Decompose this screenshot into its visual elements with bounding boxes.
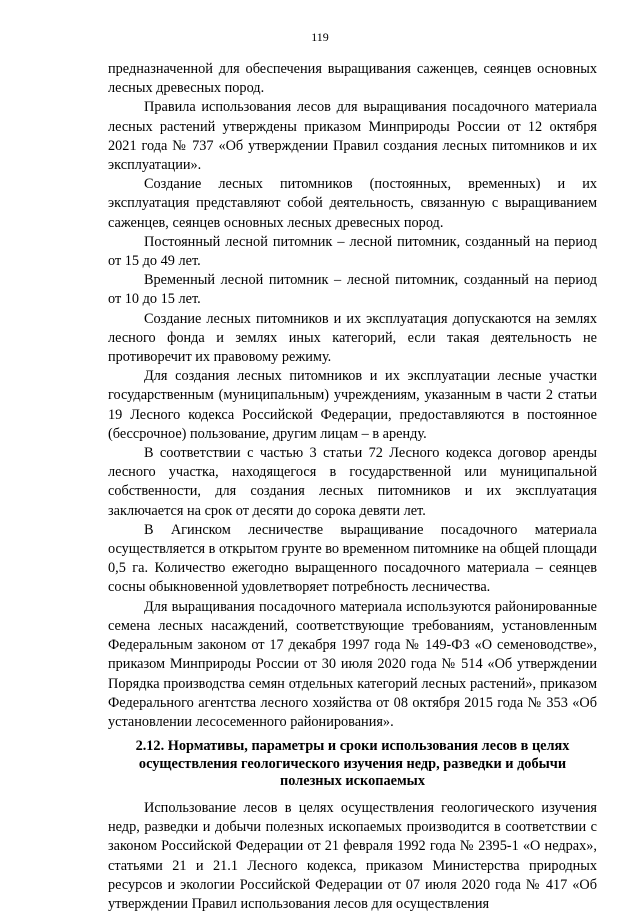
page-content xyxy=(108,60,597,914)
paragraph: В соответствии с частью 3 статьи 72 Лесного кодекса договор аренды лесного участка, находящегося в государственной или муниципальной собственности, для создания лесных питомников и их эксплуатация заключается на срок от десяти до сорока девяти лет. xyxy=(108,445,597,519)
page-number: 119 xyxy=(311,30,329,44)
section-heading: 2.12. Нормативы, параметры и сроки использования лесов в целях осуществления геологического изучения недр, разведки и добычи полезных ископаемых xyxy=(135,738,570,790)
paragraph: Создание лесных питомников (постоянных, временных) и их эксплуатация представляют собой деятельность, связанную с выращиванием саженцев, сеянцев основных лесных древесных пород. xyxy=(108,176,597,231)
paragraph: Для создания лесных питомников и их эксплуатации лесные участки государственным (муниципальным) учреждениям, указанным в части 2 статьи 19 Лесного кодекса Российской Федерации, предоставляются в постоянное (бессрочное) пользование, другим лицам – в аренду. xyxy=(108,368,597,442)
paragraph: Постоянный лесной питомник – лесной питомник, созданный на период от 15 до 49 лет. xyxy=(108,233,597,270)
paragraph: Использование лесов в целях осуществления геологического изучения недр, разведки и добычи полезных ископаемых производится в соответствии с законом Российской Федерации от 21 февраля 1992 года № 2395-1 «О недрах», статьями 21 и 21.1 Лесного кодекса, приказом Министерства природных ресурсов и экологии Российской Федерации от 07 июля 2020 года № 417 «Об утверждении Правил использования лесов для осуществления xyxy=(108,799,597,912)
paragraph: Создание лесных питомников и их эксплуатация допускаются на землях лесного фонда и землях иных категорий, если такая деятельность не противоречит их правовому режиму. xyxy=(108,310,597,366)
paragraph: В Агинском лесничестве выращивание посадочного материала осуществляется в открытом грунте во временном питомнике на общей площади 0,5 га. Количество ежегодно выращенного посадочного материала – сеянцев сосны обыкновенной удовлетворяет потребность лесничества. xyxy=(108,521,597,596)
paragraph: Правила использования лесов для выращивания посадочного материала лесных растений утверждены приказом Минприроды России от 12 октября 2021 года № 737 «Об утверждении Правил создания лесных питомников и их эксплуатации». xyxy=(108,99,597,174)
paragraph: предназначенной для обеспечения выращивания саженцев, сеянцев основных лесных древесных пород. xyxy=(108,61,597,97)
paragraph: Для выращивания посадочного материала используются районированные семена лесных насаждений, соответствующие требованиям, установленным Федеральным законом от 17 декабря 1997 года № 149-ФЗ «О семеноводстве», приказом Минприроды России от 30 июля 2020 года № 514 «Об утверждении Порядка производства семян отдельных категорий лесных растений», приказом Федерального агентства лесного хозяйства от 08 октября 2015 года № 353 «Об установлении лесосеменного районирования». xyxy=(108,598,597,730)
paragraph: Временный лесной питомник – лесной питомник, созданный на период от 10 до 15 лет. xyxy=(108,272,597,308)
